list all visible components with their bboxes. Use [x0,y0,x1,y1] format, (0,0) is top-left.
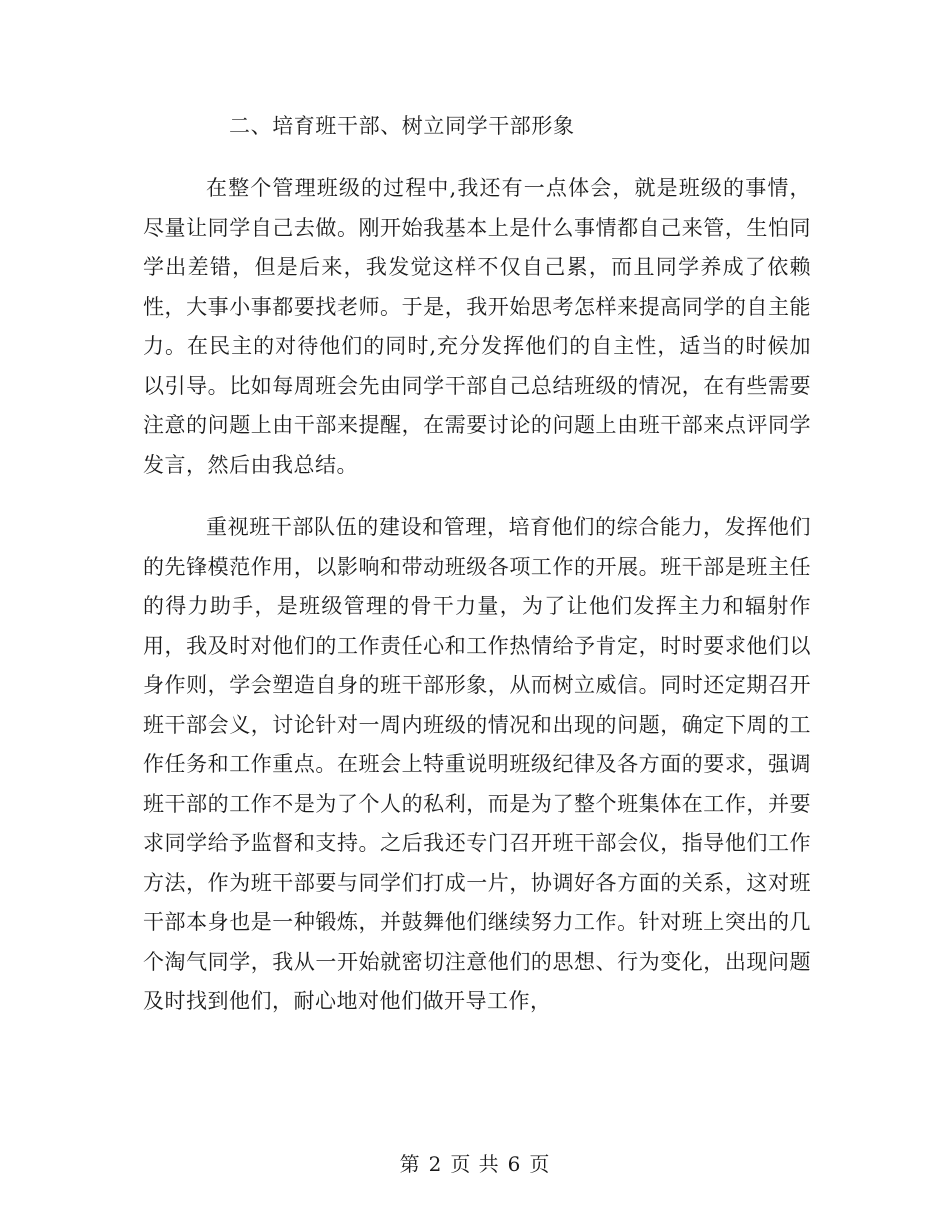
page-footer [0,1148,950,1177]
footer-middle: 页 共 [450,1152,500,1176]
section-heading: 二、培育班干部、树立同学干部形象 [229,114,575,138]
paragraph-1: 在整个管理班级的过程中,我还有一点体会，就是班级的事情，尽量让同学自己去做。刚开始我基本上是什么事情都自己来管，生怕同学出差错，但是后来，我发觉这样不仅自己累，而且同学养成了依赖性，大事小事都要找老师。于是，我开始思考怎样来提高同学的自主能力。在民主的对待他们的同时,充分发挥他们的自主性，适当的时候加以引导。比如每周班会先由同学干部自己总结班级的情况，在有些需要注意的问题上由干部来提醒，在需要讨论的问题上由班干部来点评同学发言，然后由我总结。 [143,176,811,477]
document-body [143,106,811,1045]
footer-current-page: 2 [428,1152,443,1176]
paragraph-2: 重视班干部队伍的建设和管理，培育他们的综合能力，发挥他们的先锋模范作用，以影响和带动班级各项工作的开展。班干部是班主任的得力助手，是班级管理的骨干力量，为了让他们发挥主力和辐射作用，我及时对他们的工作责任心和工作热情给予肯定，时时要求他们以身作则，学会塑造自身的班干部形象，从而树立威信。同时还定期召开班干部会义，讨论针对一周内班级的情况和出现的问题，确定下周的工作任务和工作重点。在班会上特重说明班级纪律及各方面的要求，强调班干部的工作不是为了个人的私利，而是为了整个班集体在工作，并要求同学给予监督和支持。之后我还专门召开班干部会仪，指导他们工作方法，作为班干部要与同学们打成一片，协调好各方面的关系，这对班干部本身也是一种锻炼，并鼓舞他们继续努力工作。针对班上突出的几个淘气同学，我从一开始就密切注意他们的思想、行为变化，出现问题及时找到他们，耐心地对他们做开导工作， [143,515,811,1013]
footer-total-pages: 6 [507,1152,522,1176]
footer-suffix: 页 [529,1152,551,1176]
footer-prefix: 第 [399,1152,421,1176]
